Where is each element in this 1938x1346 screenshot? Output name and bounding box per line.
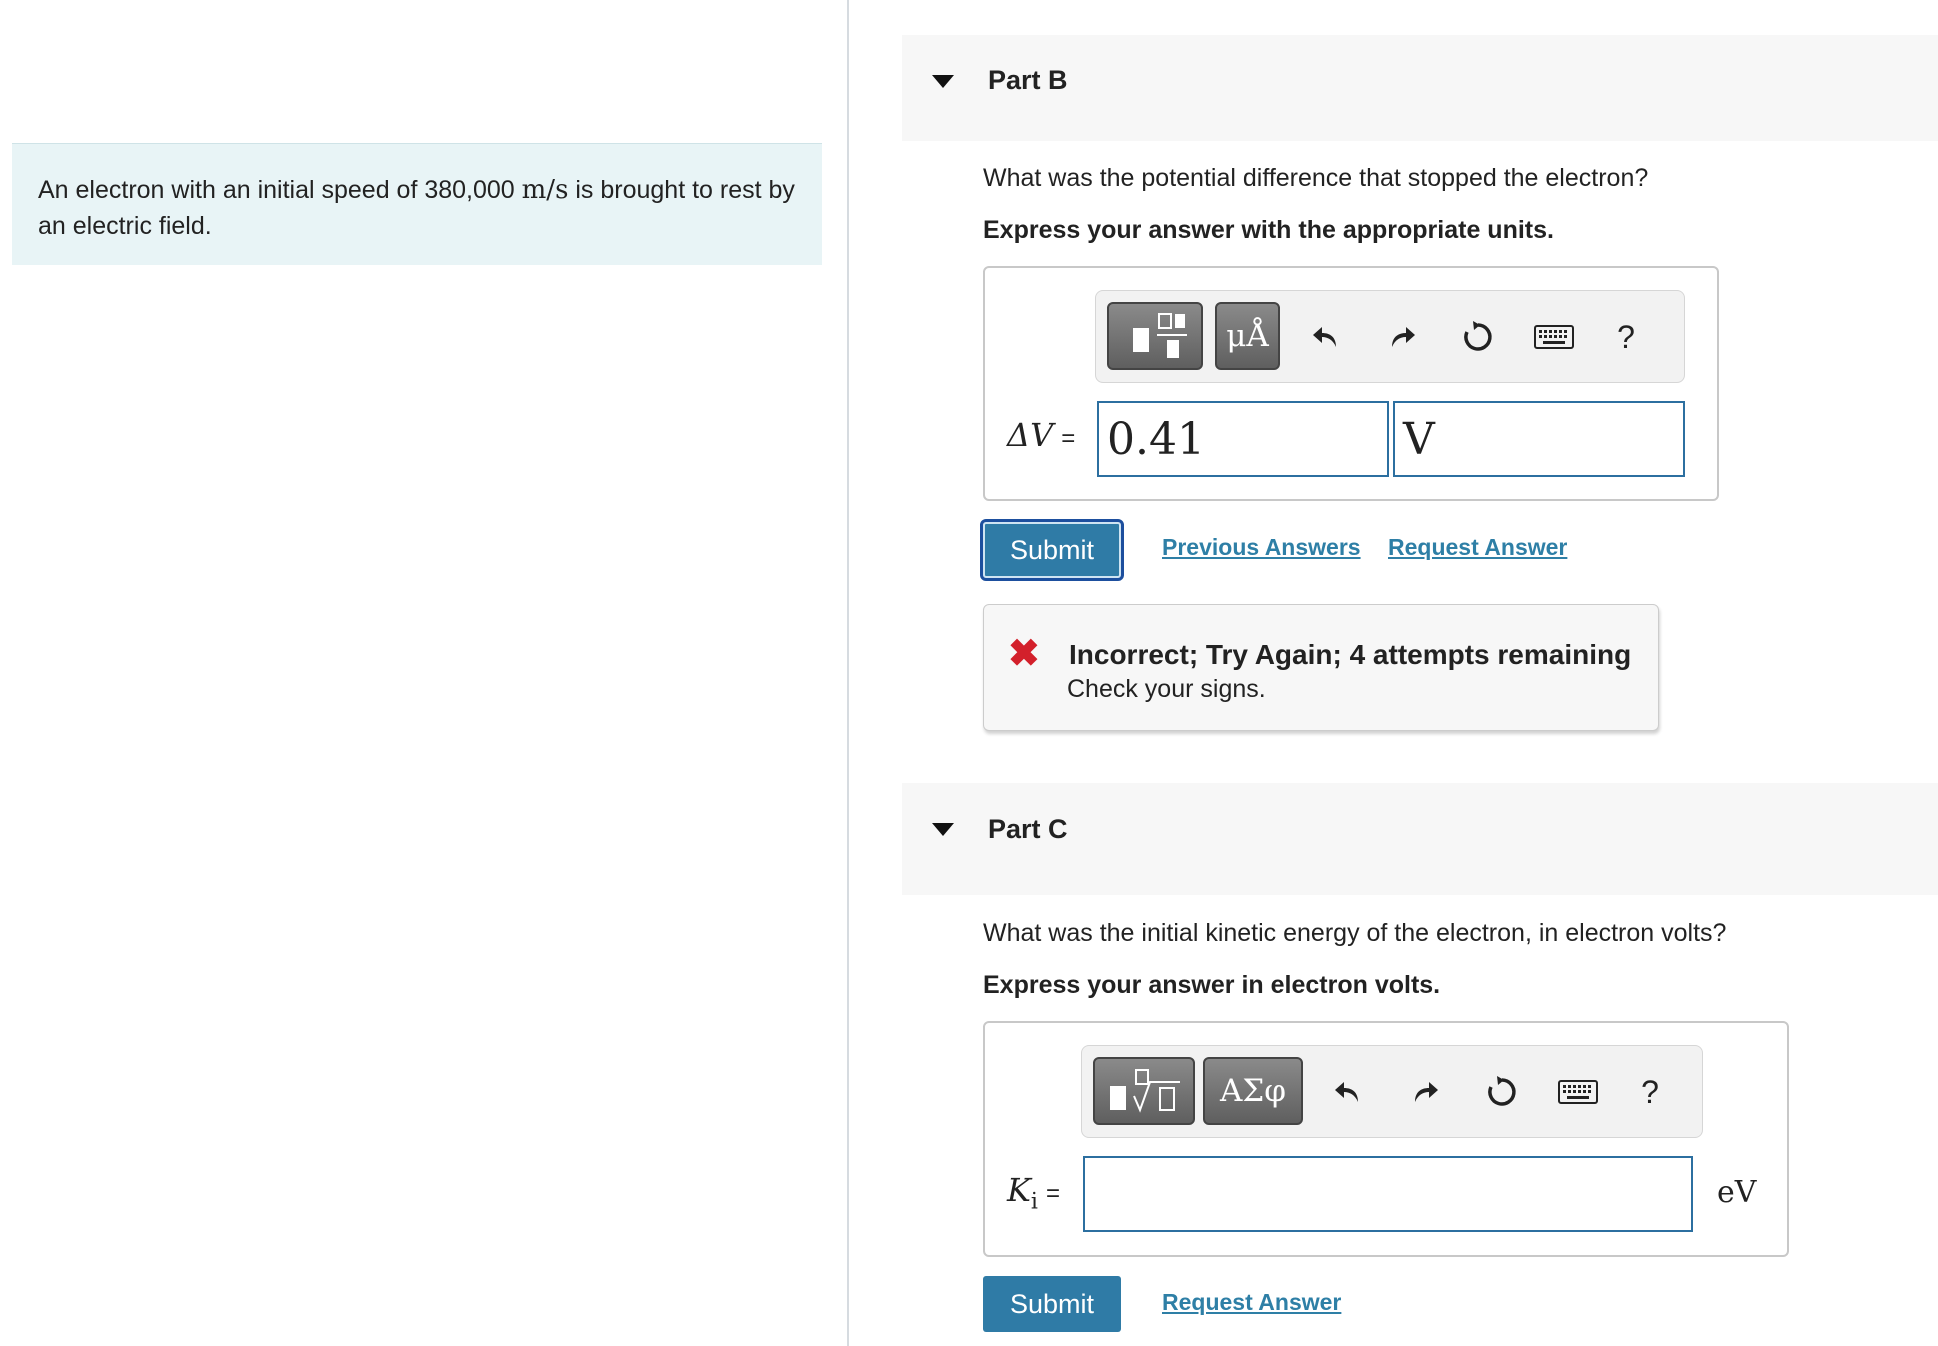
redo-icon[interactable]	[1405, 1072, 1445, 1112]
ki-label	[1007, 1171, 1060, 1214]
part-c-math-toolbar	[1081, 1045, 1703, 1138]
equals-sign: =	[1045, 1180, 1060, 1207]
undo-icon[interactable]	[1306, 317, 1346, 357]
help-button[interactable]: ?	[1617, 318, 1635, 355]
ev-unit-label: eV	[1717, 1175, 1757, 1210]
help-button[interactable]: ?	[1641, 1073, 1659, 1110]
templates-button[interactable]	[1107, 302, 1203, 370]
problem-statement	[12, 143, 822, 265]
part-c-request-answer-link[interactable]: Request Answer	[1162, 1289, 1342, 1315]
undo-icon[interactable]	[1328, 1072, 1368, 1112]
feedback-box	[983, 604, 1659, 731]
part-b-math-toolbar	[1095, 290, 1685, 383]
collapse-triangle-icon[interactable]	[932, 823, 954, 836]
unit-input[interactable]: V	[1393, 401, 1685, 477]
feedback-title: Incorrect; Try Again; 4 attempts remaining	[1069, 639, 1632, 670]
part-c-title: Part C	[988, 814, 1068, 844]
problem-panel	[0, 0, 849, 1346]
problem-text-after: is brought to rest by an electric field.	[38, 176, 795, 240]
delta-v-label	[1007, 416, 1075, 454]
part-b-question: What was the potential difference that stopped the electron?	[983, 164, 1649, 192]
greek-symbols-button[interactable]	[1203, 1057, 1303, 1125]
feedback-message: Check your signs.	[1067, 675, 1266, 703]
redo-icon[interactable]	[1382, 317, 1422, 357]
units-button-label: μÅ	[1226, 318, 1269, 354]
part-b-request-answer-link[interactable]: Request Answer	[1388, 534, 1568, 560]
sqrt-template-icon	[1104, 1066, 1184, 1116]
problem-text-before: An electron with an initial speed of 380,000	[38, 176, 522, 204]
reset-icon[interactable]	[1458, 317, 1498, 357]
part-c-answer-box	[983, 1021, 1789, 1257]
keyboard-icon[interactable]	[1556, 1072, 1600, 1112]
part-c-submit-button[interactable]: Submit	[983, 1276, 1121, 1332]
speed-unit: m/s	[521, 175, 569, 205]
part-b-header[interactable]	[902, 35, 1938, 141]
part-b-answer-box	[983, 266, 1719, 501]
part-b-instruction: Express your answer with the appropriate units.	[983, 216, 1554, 244]
part-c-instruction: Express your answer in electron volts.	[983, 971, 1441, 999]
parts-panel	[851, 0, 1938, 1346]
previous-answers-link[interactable]: Previous Answers	[1162, 534, 1361, 560]
value-input[interactable]: 0.41	[1097, 401, 1389, 477]
fraction-template-icon	[1121, 308, 1189, 364]
keyboard-icon[interactable]	[1532, 317, 1576, 357]
units-button[interactable]	[1215, 302, 1280, 370]
part-b-submit-button[interactable]: Submit	[983, 522, 1121, 578]
part-c-header[interactable]	[902, 783, 1938, 895]
collapse-triangle-icon[interactable]	[932, 75, 954, 88]
greek-button-label: ΑΣφ	[1219, 1073, 1286, 1109]
part-c-question: What was the initial kinetic energy of the electron, in electron volts?	[983, 919, 1727, 947]
part-b-title: Part B	[988, 65, 1068, 95]
delta-v-symbol: ΔV	[1007, 416, 1054, 454]
equals-sign: =	[1061, 425, 1076, 452]
templates-button[interactable]	[1093, 1057, 1195, 1125]
reset-icon[interactable]	[1482, 1072, 1522, 1112]
ki-subscript: i	[1030, 1189, 1038, 1215]
incorrect-icon: ✖	[1008, 633, 1040, 675]
ki-symbol: K	[1007, 1171, 1031, 1209]
kinetic-energy-input[interactable]	[1083, 1156, 1693, 1232]
